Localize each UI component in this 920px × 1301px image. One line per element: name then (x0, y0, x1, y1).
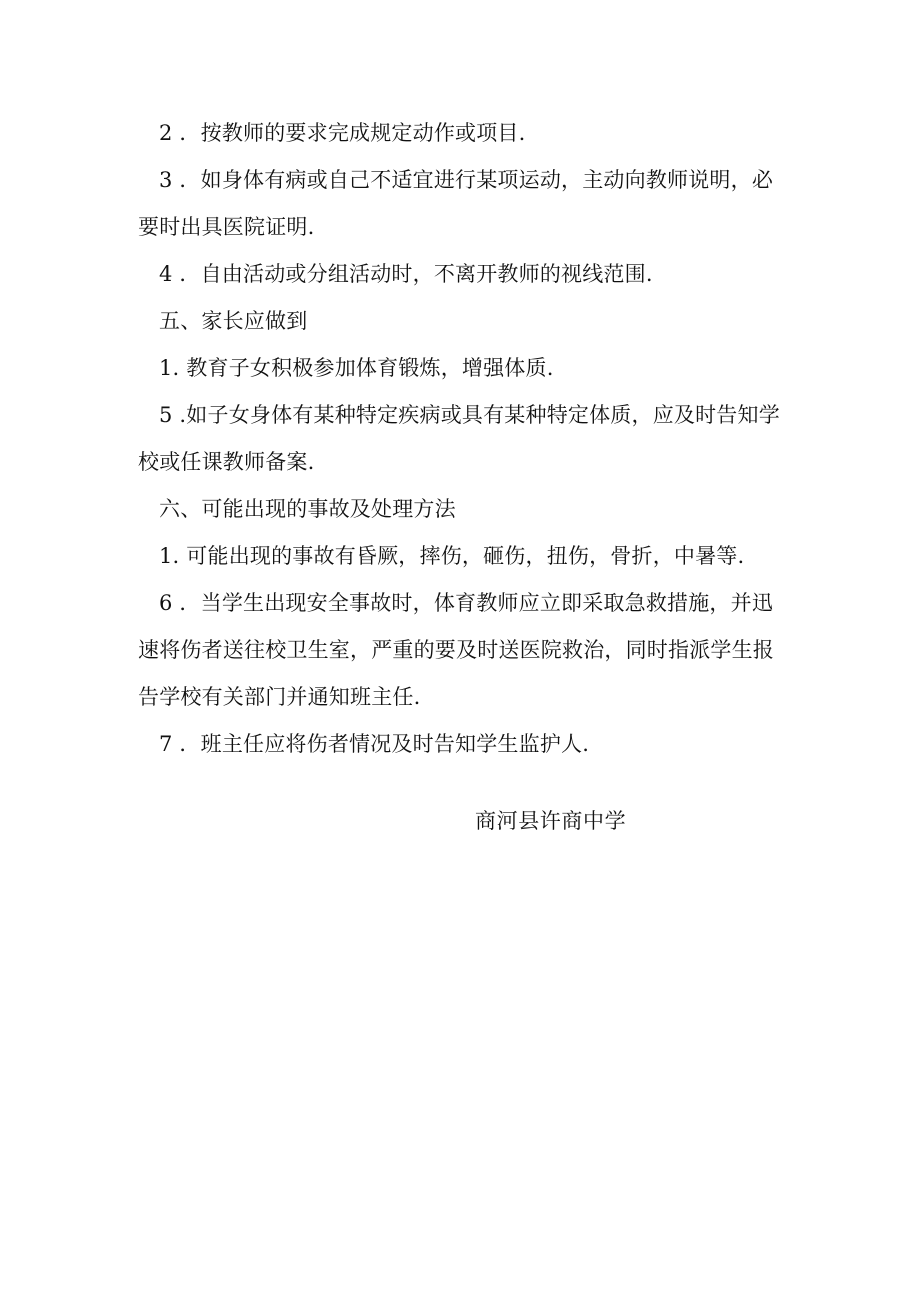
paragraph-item-3: 3 ．如身体有病或自己不适宜进行某项运动，主动向教师说明，必要时出具医院证明. (138, 168, 774, 239)
paragraph-item-2: 2 ．按教师的要求完成规定动作或项目. (159, 121, 526, 145)
document-body (138, 110, 786, 768)
section-heading-accidents: 六、可能出现的事故及处理方法 (159, 497, 456, 521)
paragraph-item-1-parents: 1. 教育子女积极参加体育锻炼，增强体质. (159, 356, 554, 380)
paragraph-item-5: 5 .如子女身体有某种特定疾病或具有某种特定体质，应及时告知学校或任课教师备案. (138, 403, 780, 474)
paragraph-item-7: 7 ．班主任应将伤者情况及时告知学生监护人. (159, 732, 590, 756)
section-heading-parents: 五、家长应做到 (159, 309, 308, 333)
school-signature: 商河县许商中学 (475, 809, 627, 833)
paragraph-item-4: 4 ．自由活动或分组活动时，不离开教师的视线范围. (159, 262, 653, 286)
paragraph-item-6: 6 ．当学生出现安全事故时，体育教师应立即采取急救措施，并迅速将伤者送往校卫生室，严重的要及时送医院救治，同时指派学生报告学校有关部门并通知班主任. (138, 591, 774, 709)
paragraph-item-1-accidents: 1. 可能出现的事故有昏厥，摔伤，砸伤，扭伤，骨折，中暑等. (159, 544, 745, 568)
